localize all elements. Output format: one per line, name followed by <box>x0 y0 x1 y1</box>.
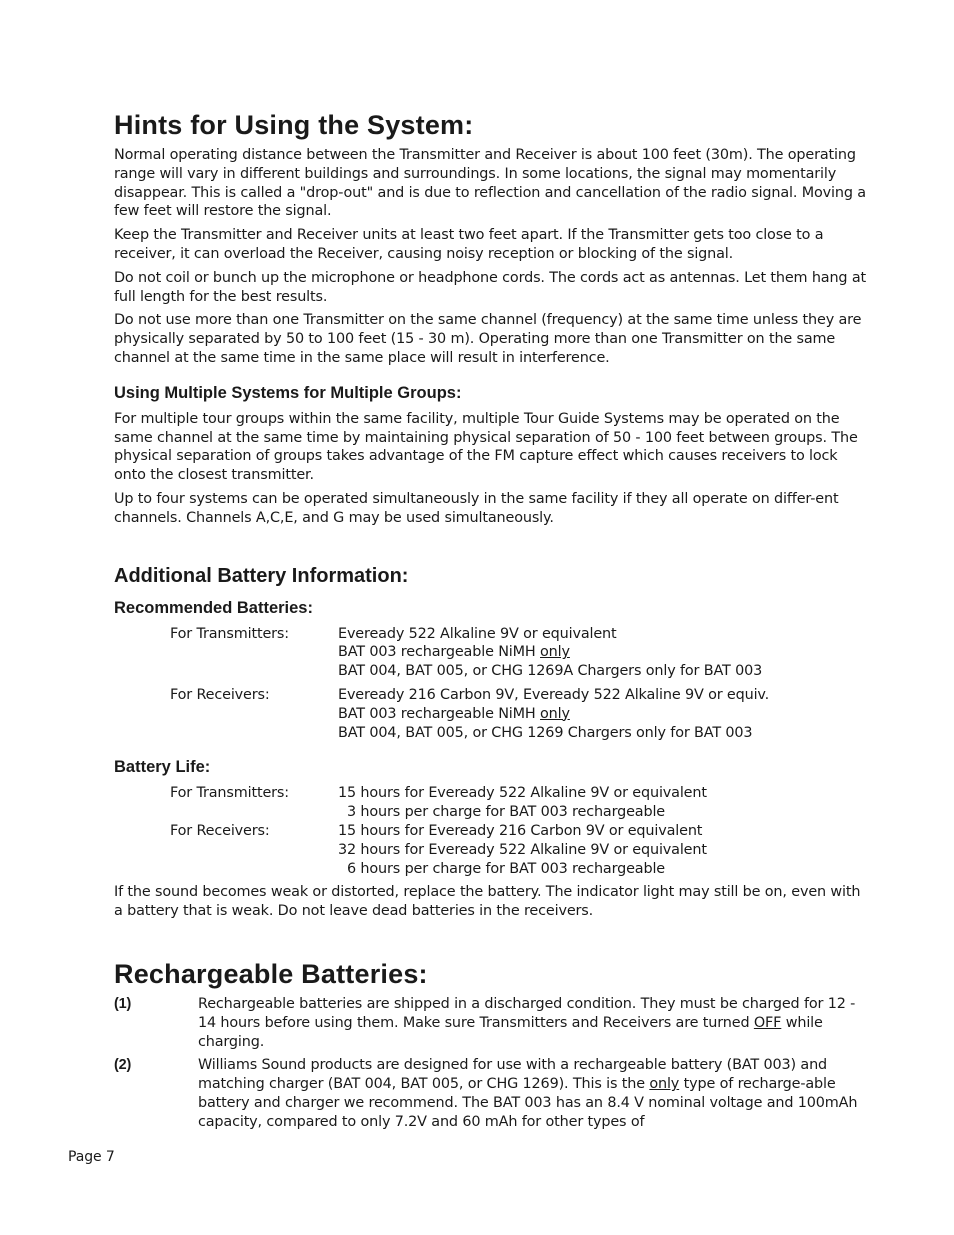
life-transmitters-values <box>338 784 872 822</box>
recommended-transmitters-row <box>114 625 872 681</box>
life-receivers-label: For Receivers: <box>170 822 270 839</box>
recommended-receivers-line-2 <box>338 705 872 724</box>
life-transmitters-label: For Transmitters: <box>170 785 289 802</box>
page-content <box>114 108 872 1136</box>
item-1-off: OFF <box>753 1014 782 1031</box>
multiple-paragraph-2: Up to four systems can be operated simultaneously in the same facility if they all operate on differ-ent channels. Channels A,C,E, and G may be used simultaneously. <box>114 490 839 526</box>
battery-life-table <box>114 784 872 878</box>
hints-paragraph-2: Keep the Transmitter and Receiver units at least two feet apart. If the Transmitter gets too close to a receiver, it can overload the Receiver, causing noisy reception or blocking of the signal. <box>114 227 824 262</box>
life-transmitters-row <box>114 784 872 822</box>
recommended-batteries-table <box>114 625 872 743</box>
recommended-batteries-heading: Recommended Batteries: <box>114 598 313 617</box>
recommended-receivers-row <box>114 686 872 742</box>
battery-info-heading: Additional Battery Information: <box>114 564 409 587</box>
hints-paragraph-1: Normal operating distance between the Transmitter and Receiver is about 100 feet (30m). The operating range will vary in different buildings and surroundings. In some locations, the signal may momentarily disappear. This is called a "drop-out" and is due to reflection and cancellation of the radio signal. Moving a few feet will restore the signal. <box>114 147 866 220</box>
life-receivers-line-3: 6 hours per charge for BAT 003 rechargeable <box>347 860 665 877</box>
recommended-transmitters-only: only <box>540 644 570 661</box>
item-1-text-pre: Rechargeable batteries are shipped in a discharged condition. They must be charged for 12 - 14 hours before using them. Make sure Transmitters and Receivers are turned <box>198 995 856 1031</box>
recommended-receivers-line-3: BAT 004, BAT 005, or CHG 1269 Chargers only for BAT 003 <box>338 724 753 741</box>
recommended-transmitters-line-2 <box>338 643 872 662</box>
item-2-only: only <box>649 1076 680 1093</box>
battery-note: If the sound becomes weak or distorted, replace the battery. The indicator light may still be on, even with a battery that is weak. Do not leave dead batteries in the receivers. <box>114 884 861 920</box>
hints-paragraph-4: Do not use more than one Transmitter on the same channel (frequency) at the same time unless they are physically separated by 50 to 100 feet (15 - 30 m). Operating more than one Transmitter on the same channel at the same time in the same place will result in interference. <box>114 312 862 366</box>
rechargeable-item-1-number: (1) <box>114 995 132 1012</box>
multiple-systems-heading: Using Multiple Systems for Multiple Groups: <box>114 383 462 402</box>
recommended-receivers-line-2-text: BAT 003 rechargeable NiMH <box>338 705 541 722</box>
recommended-transmitters-line-2-text: BAT 003 rechargeable NiMH <box>338 644 541 661</box>
life-transmitters-line-1: 15 hours for Eveready 522 Alkaline 9V or equivalent <box>338 785 707 802</box>
recommended-receivers-label: For Receivers: <box>170 686 270 703</box>
recommended-transmitters-label: For Transmitters: <box>170 625 289 642</box>
item-1-text-post: while charging. <box>198 1014 823 1050</box>
life-receivers-line-2: 32 hours for Eveready 522 Alkaline 9V or equivalent <box>338 841 707 858</box>
multiple-paragraph-1: For multiple tour groups within the same facility, multiple Tour Guide Systems may be operated on the same channel at the same time by maintaining physical separation of 50 - 100 feet between groups. The physical separation of groups takes advantage of the FM capture effect which causes receivers to lock onto the closest transmitter. <box>114 410 858 484</box>
life-receivers-values <box>338 822 872 878</box>
recommended-receivers-line-1: Eveready 216 Carbon 9V, Eveready 522 Alkaline 9V or equiv. <box>338 686 770 703</box>
recommended-receivers-values <box>338 686 872 742</box>
rechargeable-item-1 <box>114 995 872 1051</box>
rechargeable-item-2 <box>114 1056 872 1131</box>
page-number: Page 7 <box>68 1149 115 1165</box>
hints-heading: Hints for Using the System: <box>114 110 474 140</box>
life-receivers-line-1: 15 hours for Eveready 216 Carbon 9V or equivalent <box>338 822 703 839</box>
item-2-text-pre: Williams Sound products are designed for use with a rechargeable battery (BAT 003) and matching charger (BAT 004, BAT 005, or CHG 1269). This is the <box>198 1057 828 1093</box>
rechargeable-item-1-text <box>198 995 872 1051</box>
life-transmitters-line-2: 3 hours per charge for BAT 003 rechargeable <box>347 804 665 821</box>
recommended-receivers-only: only <box>540 705 570 722</box>
recommended-transmitters-values <box>338 625 872 681</box>
rechargeable-item-2-number: (2) <box>114 1057 132 1074</box>
recommended-transmitters-line-3: BAT 004, BAT 005, or CHG 1269A Chargers only for BAT 003 <box>338 663 763 680</box>
hints-paragraph-3: Do not coil or bunch up the microphone or headphone cords. The cords act as antennas. Let them hang at full length for the best results. <box>114 269 866 305</box>
rechargeable-item-2-text <box>198 1056 872 1131</box>
item-2-text-post: type of recharge-able battery and charger we recommend. The BAT 003 has an 8.4 V nominal voltage and 100mAh capacity, compared to only 7.2V and 60 mAh for other types of <box>198 1076 858 1130</box>
life-receivers-row <box>114 822 872 878</box>
rechargeable-heading: Rechargeable Batteries: <box>114 958 428 989</box>
battery-life-heading: Battery Life: <box>114 758 211 777</box>
recommended-transmitters-line-1: Eveready 522 Alkaline 9V or equivalent <box>338 625 617 642</box>
